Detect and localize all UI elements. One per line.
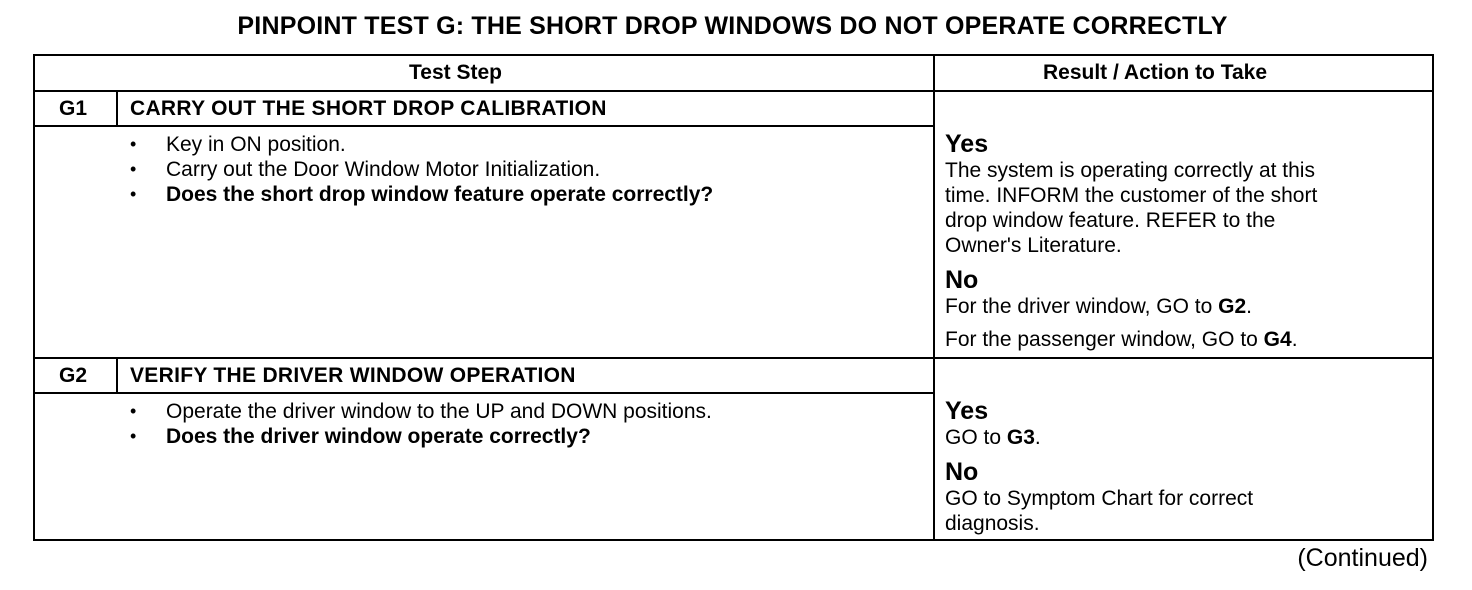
- g2-yes-suffix: .: [1034, 426, 1041, 449]
- step-g1-bullet-3: Does the short drop window feature operate correctly?: [166, 183, 714, 206]
- g2-no-line-1: GO to Symptom Chart for correct: [945, 487, 1254, 510]
- bullet-g1-1: •: [130, 134, 137, 154]
- step-id-g2: G2: [59, 364, 88, 387]
- step-g1-bullet-2: Carry out the Door Window Motor Initialization.: [166, 158, 601, 181]
- g2-id-divider: [116, 359, 118, 394]
- g1-yes-label: Yes: [945, 130, 989, 158]
- g1-no-line-1: [945, 294, 1252, 319]
- header-test-step: Test Step: [409, 61, 502, 84]
- g1-yes-line-3: drop window feature. REFER to the: [945, 209, 1276, 232]
- g2-no-label: No: [945, 458, 979, 486]
- step-id-g1: G1: [59, 97, 88, 120]
- g2-yes-ref: G3: [1006, 426, 1035, 449]
- g2-title-divider: [35, 392, 933, 394]
- step-title-g1: CARRY OUT THE SHORT DROP CALIBRATION: [130, 97, 607, 120]
- g2-yes-label: Yes: [945, 397, 989, 425]
- page-title: PINPOINT TEST G: THE SHORT DROP WINDOWS DO NOT OPERATE CORRECTLY: [237, 12, 1228, 40]
- bullet-g1-2: •: [130, 159, 137, 179]
- g2-yes-prefix: GO to: [945, 426, 1007, 449]
- step-g2-bullet-1: Operate the driver window to the UP and DOWN positions.: [166, 400, 712, 423]
- g1-no-line-2-prefix: For the passenger window, GO to: [945, 328, 1264, 351]
- g1-no-line-2-ref: G4: [1263, 328, 1292, 351]
- g1-no-label: No: [945, 266, 979, 294]
- g2-yes-line: [945, 425, 1041, 450]
- g1-g2-divider: [35, 357, 1432, 359]
- g1-no-line-2: [945, 327, 1298, 352]
- header-divider: [35, 90, 1432, 92]
- column-divider: [933, 56, 935, 539]
- g1-no-line-1-prefix: For the driver window, GO to: [945, 295, 1219, 318]
- g1-id-divider: [116, 92, 118, 127]
- g1-yes-line-1: The system is operating correctly at this: [945, 159, 1315, 182]
- pinpoint-test-table: [33, 54, 1434, 541]
- header-result: Result / Action to Take: [1043, 61, 1268, 84]
- continued-label: (Continued): [1297, 544, 1428, 572]
- step-g2-bullet-2: Does the driver window operate correctly?: [166, 425, 591, 448]
- g1-yes-line-4: Owner's Literature.: [945, 234, 1122, 257]
- g1-yes-line-2: time. INFORM the customer of the short: [945, 184, 1318, 207]
- g1-no-line-2-suffix: .: [1291, 328, 1298, 351]
- bullet-g2-1: •: [130, 401, 137, 421]
- g1-no-line-1-ref: G2: [1218, 295, 1247, 318]
- g1-title-divider: [35, 125, 933, 127]
- g2-no-line-2: diagnosis.: [945, 512, 1040, 535]
- bullet-g1-3: •: [130, 184, 137, 204]
- g1-no-line-1-suffix: .: [1246, 295, 1252, 318]
- bullet-g2-2: •: [130, 426, 137, 446]
- step-g1-bullet-1: Key in ON position.: [166, 133, 346, 156]
- step-title-g2: VERIFY THE DRIVER WINDOW OPERATION: [130, 364, 576, 387]
